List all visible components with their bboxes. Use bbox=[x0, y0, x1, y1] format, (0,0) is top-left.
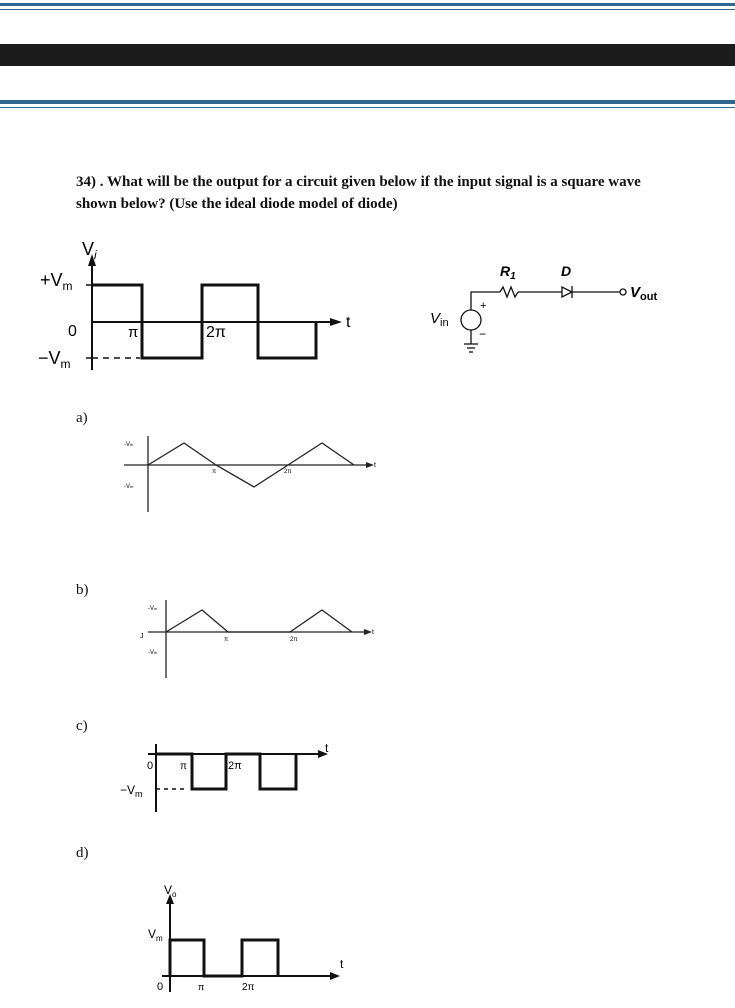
svg-text:π: π bbox=[180, 761, 187, 772]
header-rule-bottom-thin bbox=[0, 107, 735, 108]
input-2pi-label: 2π bbox=[206, 324, 226, 341]
header-rule-bottom bbox=[0, 100, 735, 104]
input-waveform bbox=[30, 238, 360, 388]
svg-text:0: 0 bbox=[147, 760, 154, 772]
svg-text:2π: 2π bbox=[290, 637, 298, 643]
vin-minus: − bbox=[479, 327, 487, 341]
option-b-wave bbox=[166, 610, 352, 632]
svg-text:-Vm: -Vm bbox=[124, 484, 134, 490]
svg-text:t: t bbox=[325, 741, 329, 755]
option-c-label[interactable]: c) bbox=[76, 718, 88, 734]
svg-text:π: π bbox=[224, 637, 229, 643]
question-body: What will be the output for a circuit given below if the input signal is a square wave shown below? (Use the ideal diode model of diode) bbox=[76, 174, 641, 212]
option-d-graph[interactable] bbox=[130, 880, 360, 995]
option-c-wave bbox=[156, 754, 296, 789]
resistor-r1 bbox=[500, 287, 518, 297]
svg-text:−Vm: $-V_m$ bbox=[120, 783, 143, 799]
diode-d bbox=[562, 287, 572, 297]
vin-label: $V_{in}$ bbox=[430, 310, 449, 329]
svg-text:Vo: $V_o$ bbox=[164, 883, 177, 899]
input-ylabel: $V_i$ bbox=[82, 239, 97, 262]
vout-label: $V_{out}$ bbox=[630, 284, 658, 303]
svg-text:2π: 2π bbox=[284, 469, 292, 475]
option-b-graph[interactable] bbox=[118, 596, 383, 686]
vin-plus: + bbox=[480, 300, 487, 312]
option-a-graph[interactable] bbox=[118, 430, 383, 520]
input-x-arrow bbox=[330, 318, 342, 326]
svg-text:2π: 2π bbox=[228, 760, 242, 772]
svg-text:π: π bbox=[212, 469, 217, 475]
input-pi-label: π bbox=[128, 324, 139, 341]
svg-text:Vm: $V_m$ bbox=[148, 927, 163, 943]
question-text bbox=[76, 171, 676, 215]
input-t-label: t bbox=[346, 314, 351, 331]
option-c-graph[interactable] bbox=[112, 740, 342, 815]
question-number: 34) . bbox=[76, 174, 104, 190]
svg-text:-Vm: -Vm bbox=[148, 606, 158, 612]
vout-terminal bbox=[620, 289, 626, 295]
option-d-wave bbox=[170, 940, 278, 976]
svg-text:t: t bbox=[374, 462, 376, 469]
vin-source bbox=[461, 310, 481, 330]
svg-text:-Vm: -Vm bbox=[148, 650, 158, 656]
svg-text:0: 0 bbox=[157, 981, 164, 993]
svg-text:t: t bbox=[340, 957, 344, 971]
option-a-label[interactable]: a) bbox=[76, 410, 88, 426]
svg-text:π: π bbox=[198, 982, 205, 992]
svg-text:J: J bbox=[140, 633, 144, 640]
header-rule-top bbox=[0, 3, 735, 6]
d-label: D bbox=[561, 263, 572, 279]
input-pos-label: $+V_m$ bbox=[40, 270, 73, 293]
r1-label: $R_1$ bbox=[500, 263, 516, 282]
input-neg-label: $-V_m$ bbox=[38, 348, 71, 371]
header-rule-top-thin bbox=[0, 9, 735, 10]
header-bar bbox=[0, 44, 735, 66]
svg-text:-Vm: -Vm bbox=[124, 442, 134, 448]
svg-text:t: t bbox=[372, 629, 374, 636]
svg-text:2π: 2π bbox=[242, 982, 255, 993]
option-d-label[interactable]: d) bbox=[76, 845, 89, 861]
input-zero-label: 0 bbox=[68, 323, 77, 340]
option-b-label[interactable]: b) bbox=[76, 582, 89, 598]
circuit-diagram bbox=[428, 258, 678, 368]
